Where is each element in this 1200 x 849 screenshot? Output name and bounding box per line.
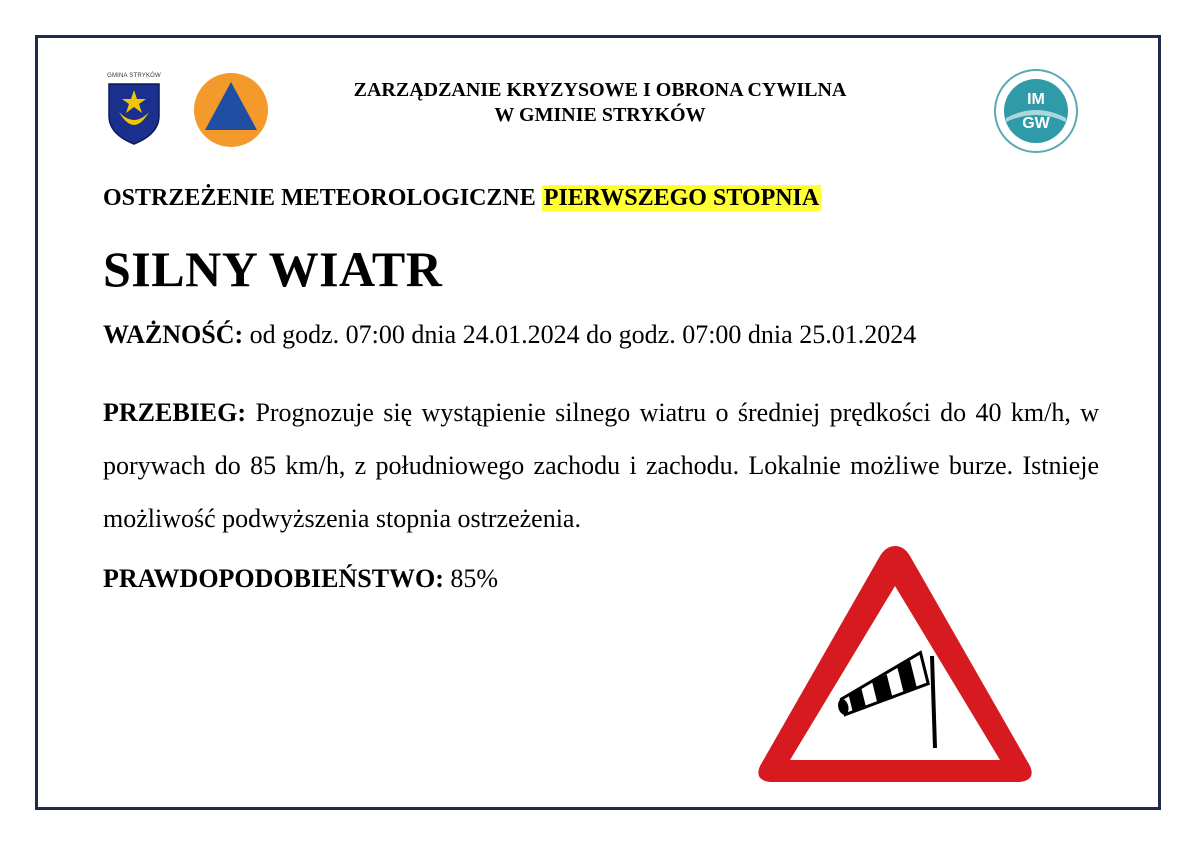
header-line-1: ZARZĄDZANIE KRYZYSOWE I OBRONA CYWILNA [353, 79, 847, 101]
header-title [300, 78, 900, 128]
probability-label: PRAWDOPODOBIEŃSTWO: [103, 564, 444, 593]
probability-line [103, 564, 498, 594]
course-text: Prognozuje się wystąpienie silnego wiatru o średniej prędkości do 40 km/h, w porywach do 85 km/h, z południowego zachodu i zachodu. Lokalnie możliwe burze. Istnieje możliwość podwyższenia stopnia ostrzeżenia. [103, 398, 1100, 533]
warning-level-line [103, 185, 821, 212]
svg-text:GW: GW [1022, 115, 1050, 132]
validity-label: WAŻNOŚĆ: [103, 320, 244, 349]
course-paragraph [103, 386, 1099, 545]
svg-text:IM: IM [1027, 91, 1045, 108]
probability-value: 85% [450, 564, 499, 593]
course-label: PRZEBIEG: [103, 398, 247, 427]
crest-label: GMINA STRYKÓW [107, 73, 161, 79]
validity-line [103, 320, 916, 350]
imgw-logo [993, 68, 1079, 154]
header-line-2: W GMINIE STRYKÓW [494, 104, 706, 126]
warning-level-highlight: PIERWSZEGO STOPNIA [543, 185, 820, 211]
gmina-stryków-crest-logo [103, 72, 165, 146]
warning-title: SILNY WIATR [103, 241, 443, 297]
civil-defence-emblem [193, 72, 269, 148]
side-wind-warning-sign-icon [752, 538, 1038, 788]
validity-text: od godz. 07:00 dnia 24.01.2024 do godz. 07:00 dnia 25.01.2024 [249, 320, 917, 349]
warning-prefix: OSTRZEŻENIE METEOROLOGICZNE [103, 185, 536, 211]
